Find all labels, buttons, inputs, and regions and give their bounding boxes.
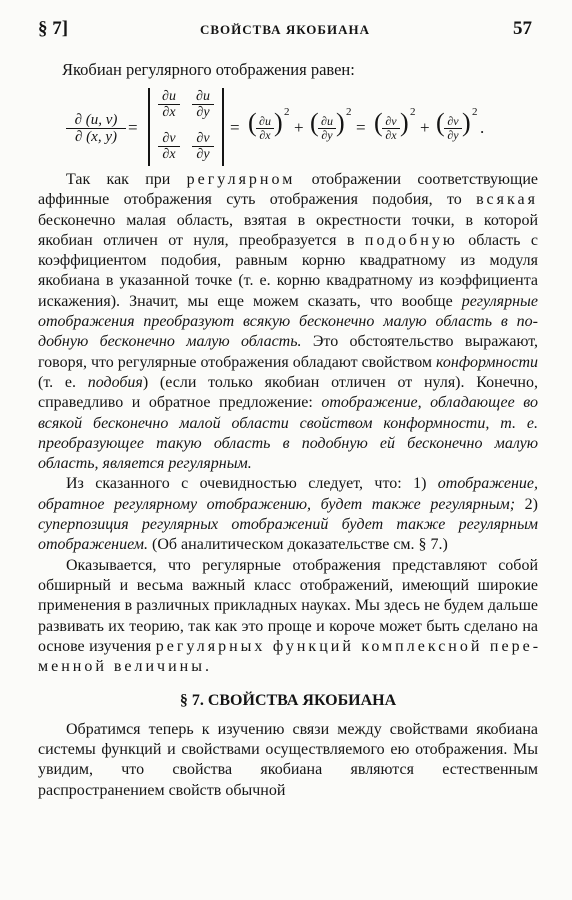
formula-lhs: $\frac{\partial (u, v)}{\partial (x, y)}$	[66, 112, 126, 145]
equals-sign: =	[128, 118, 138, 137]
paragraph-section-intro: Обратимся теперь к изучению связи между свойствами якобиана системы функций и свойствами осуществляемого ею отображения. Мы увидим, что свойства якобиана являются естественным распространением свойств обычной	[38, 720, 538, 799]
body-text	[38, 170, 538, 801]
term-du-dx: $\frac{\partial u}{\partial x}$	[256, 115, 274, 142]
paragraph-conformality: Так как при регулярном отображении соответствующие аффинные отображения суть отображения подобия, то всякая бесконечно малая область, взятая в окрестности точки, в которой якобиан отличен от нуля, преобразуется в подобную область с коэффициентом подобия, равным корню квадратному из модуля якобиана в указанной точке (т. е. корню квадратному из коэффициента искажения). Значит, мы еще можем сказать, что вообще регулярные отображения преобразуют всякую бесконечно малую область в подобную бесконечно малую область. Это обстоятельство выражают, говоря, что регулярные отображения обладают свойством конформности (т. е. подобия) (если только якобиан отличен от нуля). Конечно, справедливо и обратное предложение: отображение, обладающее во всякой бесконечно малой области свойством конформности, т. е. преобразующее такую область в подобную ей бесконечно малую область, является регулярным.	[38, 171, 538, 473]
matrix-cell-22: $\frac{\partial v}{\partial y}$	[192, 132, 214, 162]
header-section: § 7]	[38, 18, 69, 39]
jacobian-formula: $\frac{\partial (u, v)}{\partial (x, y)}$ = $\frac{\partial u}{\partial x}$ $\frac{\partial u}{\partial y}$ $\frac{\partial v}{\partial x}$ $\frac{\partial v}{\partial y}$ = ( $\frac{\partial u}{\partial x}$ ) 2 + ( $\frac{\partial u}{\partial y}$ ) 2 = ( $\frac{\partial v}{\partial x}$ ) 2 + ( $\frac{\partial v}{\partial y}$ ) 2 .	[66, 88, 536, 168]
page-number: 57	[513, 18, 532, 39]
term-dv-dy: $\frac{\partial v}{\partial y}$	[444, 115, 462, 142]
determinant-right-bar	[222, 88, 224, 166]
term-du-dy: $\frac{\partial u}{\partial y}$	[318, 115, 336, 142]
equals-sign: =	[230, 118, 240, 137]
header-title: СВОЙСТВА ЯКОБИАНА	[199, 22, 371, 37]
paragraph-corollaries: Из сказанного с очевидностью следует, что: 1) отображение, обратное регулярному отображению, будет также регулярным; 2) суперпозиция регулярных отображений будет также регулярным отображением. (Об аналитическом доказательстве см. § 7.)	[38, 475, 539, 554]
section-heading: § 7. СВОЙСТВА ЯКОБИАНА	[179, 692, 397, 710]
intro-line: Якобиан регулярного отображения равен:	[62, 60, 355, 79]
matrix-cell-12: $\frac{\partial u}{\partial y}$	[192, 90, 214, 120]
matrix-cell-21: $\frac{\partial v}{\partial x}$	[158, 132, 180, 162]
term-dv-dx: $\frac{\partial v}{\partial x}$	[382, 115, 400, 142]
matrix-cell-11: $\frac{\partial u}{\partial x}$	[158, 90, 180, 120]
determinant-left-bar	[148, 88, 150, 166]
paragraph-importance: Оказывается, что регулярные отображения представляют собой обширный и весьма важный класс отображений, имеющий широкие применения в различных прикладных науках. Мы здесь не будем дальше развивать их теорию, так как это проще и короче может быть сделано на основе изучения регулярных функций комплексной переменной величины.	[38, 556, 539, 676]
running-header	[38, 18, 532, 42]
